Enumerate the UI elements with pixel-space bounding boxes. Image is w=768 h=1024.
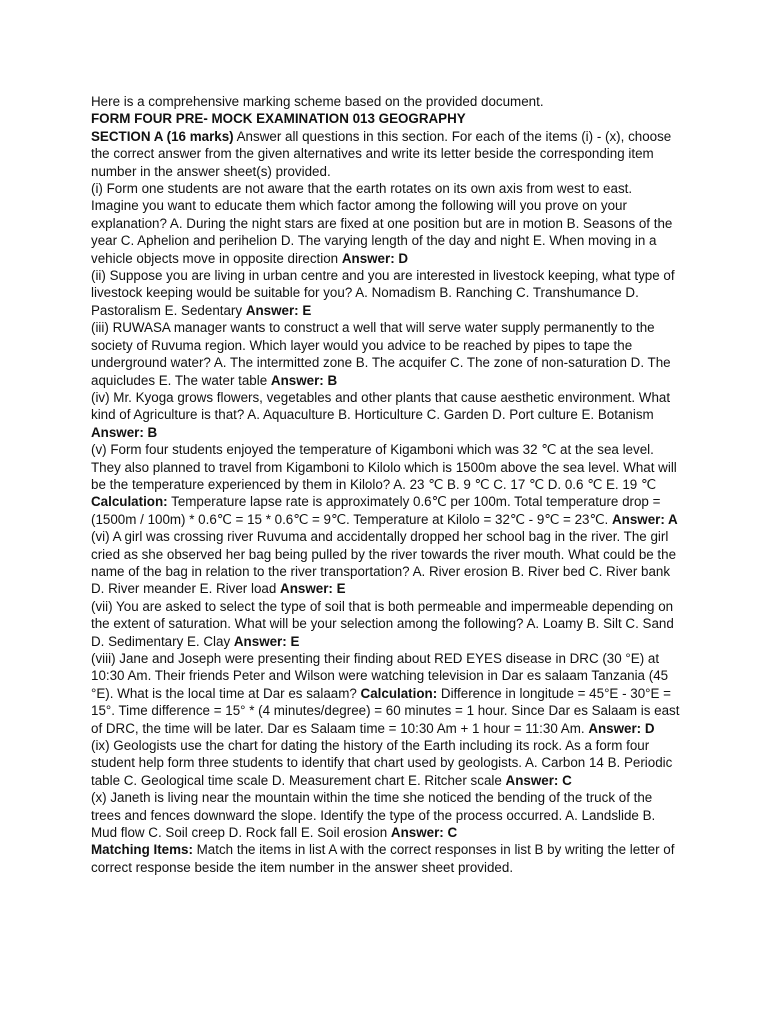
question-text: (v) Form four students enjoyed the temperature of Kigamboni which was 32 ℃ at the sea level. They also planned to travel from Kigamboni to Kilolo which is 1500m above the sea level. What will be the temperature experienced by them in Kilolo? A. 23 ℃ B. 9 ℃ C. 17 ℃ D. 0.6 ℃ E. 19 ℃ [91, 442, 677, 492]
calculation-text: Temperature lapse rate is approximately 0.6℃ per 100m. Total temperature drop = (1500m / 100m) * 0.6℃ = 15 * 0.6℃ = 9℃. Temperature at Kilolo = 32℃ - 9℃ = 23℃. [91, 494, 661, 527]
question-text: (ix) Geologists use the chart for dating the history of the Earth including its rock. As a form four student help form three students to identify that chart used by geologists. A. Carbon 14 B. Periodic table C. Geological time scale D. Measurement chart E. Ritcher scale [91, 738, 673, 788]
question-text: (i) Form one students are not aware that the earth rotates on its own axis from west to east. Imagine you want to educate them which factor among the following will you prove on your explanation? A. During the night stars are fixed at one position but are in motion B. Seasons of the year C. Aphelion and perihelion D. The varying length of the day and night E. When moving in a vehicle objects move in opposite direction [91, 181, 673, 266]
section-a-instructions: Answer all questions in this section. For each of the items (i) - (x), choose the correct answer from the given alternatives and write its letter beside the corresponding item number in the answer sheet(s) provided. [91, 128, 672, 179]
answer-label: Answer: D [588, 720, 655, 736]
calculation-text: Difference in longitude = 45°E - 30°E = 15°. Time difference = 15° * (4 minutes/degree) = 60 minutes = 1 hour. Since Dar es Salaam is east of DRC, the time will be later. Dar es Salaam time = 10:30 Am + 1 hour = 11:30 Am. [91, 685, 680, 736]
question-vii [91, 598, 681, 650]
question-viii [91, 650, 681, 737]
question-ii [91, 267, 681, 319]
question-text: (iv) Mr. Kyoga grows flowers, vegetables and other plants that cause aesthetic environment. What kind of Agriculture is that? A. Aquaculture B. Horticulture C. Garden D. Port culture E. Botanism [91, 389, 671, 423]
answer-label: Answer: B [91, 424, 158, 440]
answer-label: Answer: D [341, 250, 409, 266]
question-text: (iii) RUWASA manager wants to construct a well that will serve water supply permanently to the society of Ruvuma region. Which layer would you advice to be reached by pipes to tape the underground water? A. The intermitted zone B. The acquifer C. The zone of non-saturation D. The aquicludes E. The water table [91, 320, 671, 388]
question-iv [91, 389, 681, 441]
question-vi [91, 528, 681, 598]
question-i [91, 180, 681, 267]
answer-label: Answer: C [505, 772, 572, 788]
answer-label: Answer: C [390, 825, 458, 841]
calculation-label: Calculation: [360, 685, 438, 701]
question-iii [91, 319, 681, 389]
question-text: (x) Janeth is living near the mountain within the time she noticed the bending of the truck of the trees and fences downward the slope. Identify the type of the process occurred. A. Landslide B. Mud flow C. Soil creep D. Rock fall E. Soil erosion [91, 790, 656, 841]
question-text: (vi) A girl was crossing river Ruvuma and accidentally dropped her school bag in the river. The girl cried as she observed her bag being pulled by the river towards the river mouth. What could be the name of the bag in relation to the river transportation? A. River erosion B. River bed C. River bank D. River meander E. River load [91, 529, 677, 597]
intro-line: Here is a comprehensive marking scheme based on the provided document. [91, 94, 544, 109]
question-ix [91, 737, 681, 789]
question-text: (vii) You are asked to select the type of soil that is both permeable and impermeable depending on the extent of saturation. What will be your selection among the following? A. Loamy B. Silt C. Sand D. Sedimentary E. Clay [91, 598, 674, 649]
question-text: (viii) Jane and Joseph were presenting their finding about RED EYES disease in DRC (30 °E) at 10:30 Am. Their friends Peter and Wilson were watching television in Dar es salaam Tanzania (45 °E). What is the local time at Dar es salaam? [91, 651, 669, 701]
matching-paragraph [91, 841, 681, 876]
document-page [91, 93, 681, 876]
exam-title: FORM FOUR PRE- MOCK EXAMINATION 013 GEOGRAPHY [91, 111, 466, 127]
question-v [91, 441, 681, 528]
answer-label: Answer: E [245, 302, 312, 318]
calculation-label: Calculation: [91, 494, 168, 510]
section-a-paragraph [91, 128, 681, 180]
answer-label: Answer: B [270, 372, 338, 388]
answer-label: Answer: A [611, 511, 678, 527]
question-x [91, 789, 681, 841]
answer-label: Answer: E [233, 633, 300, 649]
matching-instructions: Match the items in list A with the correct responses in list B by writing the letter of correct response beside the item number in the answer sheet provided. [91, 842, 675, 875]
section-a-heading: SECTION A (16 marks) [91, 128, 234, 144]
matching-heading: Matching Items: [91, 842, 193, 858]
answer-label: Answer: E [280, 581, 346, 597]
question-text: (ii) Suppose you are living in urban centre and you are interested in livestock keeping, what type of livestock keeping would be suitable for you? A. Nomadism B. Ranching C. Transhumance D. Pastoralism E. Sedentary [91, 268, 675, 318]
